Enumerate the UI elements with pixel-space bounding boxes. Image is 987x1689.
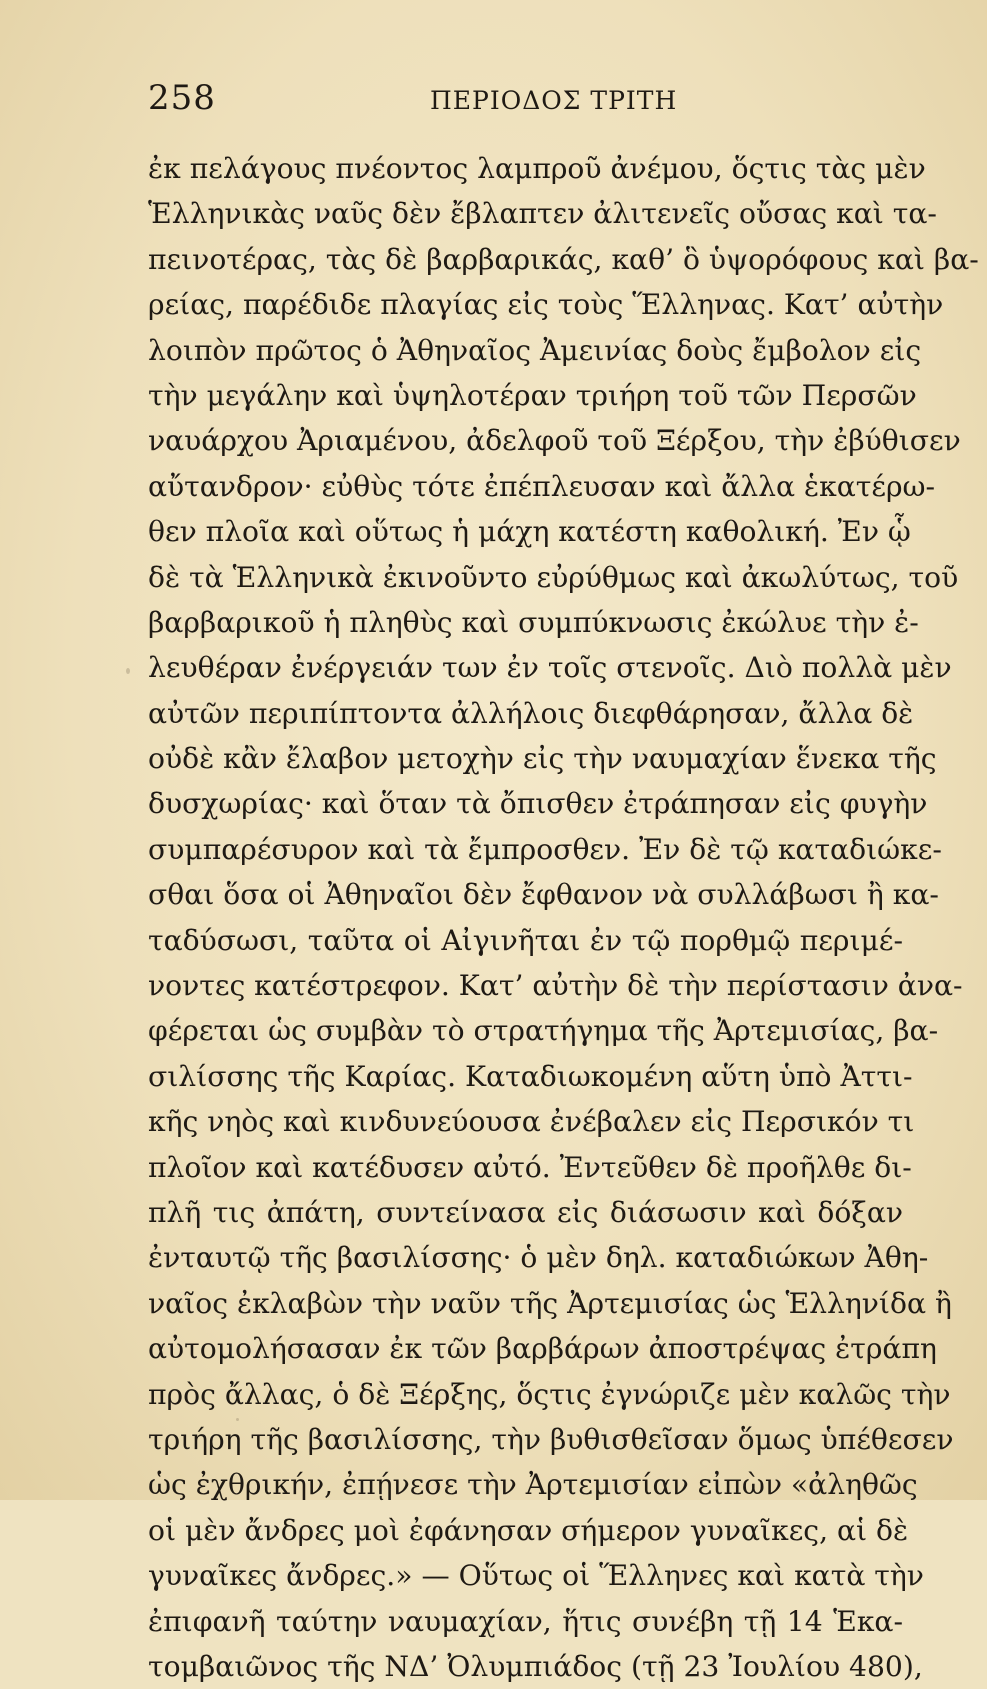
text-line: τριήρη τῆς βασιλίσσης, τὴν βυθισθεῖσαν ὅμως ὑπέθεσεν [148, 1422, 954, 1456]
page-number: 258 [148, 78, 216, 118]
text-line: βαρβαρικοῦ ἡ πληθὺς καὶ συμπύκνωσις ἐκώλυε τὴν ἐ- [148, 605, 919, 639]
text-line: Ἑλληνικὰς ναῦς δὲν ἔβλαπτεν ἀλιτενεῖς οὔσας καὶ τα- [148, 197, 937, 231]
text-line: ναῖος ἐκλαβὼν τὴν ναῦν τῆς Ἀρτεμισίας ὡς Ἑλληνίδα ἢ [148, 1286, 952, 1320]
text-line: γυναῖκες ἄνδρες.» — Οὕτως οἱ Ἕλληνες καὶ κατὰ τὴν [148, 1559, 924, 1593]
text-line: δυσχωρίας· καὶ ὅταν τὰ ὄπισθεν ἐτράπησαν εἰς φυγὴν [148, 787, 928, 821]
text-line: θεν πλοῖα καὶ οὕτως ἡ μάχη κατέστη καθολική. Ἐν ᾧ [148, 515, 911, 549]
paper-speck [126, 668, 130, 674]
text-line: ταδύσωσι, ταῦτα οἱ Αἰγινῆται ἐν τῷ πορθμῷ περιμέ- [148, 923, 903, 957]
text-line: οἱ μὲν ἄνδρες μοὶ ἐφάνησαν σήμερον γυναῖκες, αἱ δὲ [148, 1513, 909, 1547]
text-line: πρὸς ἄλλας, ὁ δὲ Ξέρξης, ὅςτις ἐγνώριζε μὲν καλῶς τὴν [148, 1377, 951, 1411]
text-line: αὔτανδρον· εὐθὺς τότε ἐπέπλευσαν καὶ ἄλλα ἑκατέρω- [148, 469, 936, 503]
text-line: τὴν μεγάλην καὶ ὑψηλοτέραν τριήρη τοῦ τῶν Περσῶν [148, 378, 917, 412]
text-line: λοιπὸν πρῶτος ὁ Ἀθηναῖος Ἀμεινίας δοὺς ἔμβολον εἰς [148, 333, 922, 367]
text-line: φέρεται ὡς συμβὰν τὸ στρατήγημα τῆς Ἀρτεμισίας, βα- [148, 1014, 939, 1048]
running-title: ΠΕΡΙΟΔΟΣ ΤΡΙΤΗ [430, 86, 678, 115]
body-text [148, 146, 979, 1689]
text-line: πλῆ τις ἀπάτη, συντείνασα εἰς διάσωσιν καὶ δόξαν [148, 1195, 903, 1229]
text-line: ἐπιφανῆ ταύτην ναυμαχίαν, ἥτις συνέβη τῇ 14 Ἑκα- [148, 1604, 903, 1638]
text-line: κῆς νηὸς καὶ κινδυνεύουσα ἐνέβαλεν εἰς Περσικόν τι [148, 1105, 915, 1139]
page-header [148, 78, 848, 118]
text-line: οὐδὲ κἂν ἔλαβον μετοχὴν εἰς τὴν ναυμαχίαν ἕνεκα τῆς [148, 742, 937, 776]
paper-speck [236, 1418, 239, 1421]
text-line: τομβαιῶνος τῆς ΝΔ’ Ὀλυμπιάδος (τῇ 23 Ἰουλίου 480), [148, 1649, 923, 1683]
text-line: νοντες κατέστρεφον. Κατ’ αὐτὴν δὲ τὴν περίστασιν ἀνα- [148, 969, 963, 1003]
text-line: ἐκ πελάγους πνέοντος λαμπροῦ ἀνέμου, ὅςτις τὰς μὲν [148, 152, 926, 185]
text-line: σθαι ὅσα οἱ Ἀθηναῖοι δὲν ἔφθανον νὰ συλλάβωσι ἢ κα- [148, 878, 939, 912]
text-line: αὐτομολήσασαν ἐκ τῶν βαρβάρων ἀποστρέψας ἐτράπη [148, 1332, 937, 1366]
text-line: ρείας, παρέδιδε πλαγίας εἰς τοὺς Ἕλληνας. Κατ’ αὐτὴν [148, 288, 944, 322]
text-line: πεινοτέρας, τὰς δὲ βαρβαρικάς, καθ’ ὃ ὑψορόφους καὶ βα- [148, 242, 979, 276]
text-line: ναυάρχου Ἀριαμένου, ἀδελφοῦ τοῦ Ξέρξου, τὴν ἐβύθισεν [148, 424, 961, 458]
text-line: συμπαρέσυρον καὶ τὰ ἔμπροσθεν. Ἐν δὲ τῷ καταδιώκε- [148, 832, 942, 866]
text-line: ἐνταυτῷ τῆς βασιλίσσης· ὁ μὲν δηλ. καταδιώκων Ἀθη- [148, 1241, 929, 1275]
text-line: ὡς ἐχθρικήν, ἐπῄνεσε τὴν Ἀρτεμισίαν εἰπὼν «ἀληθῶς [148, 1468, 918, 1502]
text-line: πλοῖον καὶ κατέδυσεν αὐτό. Ἐντεῦθεν δὲ προῆλθε δι- [148, 1150, 912, 1184]
text-line: λευθέραν ἐνέργειάν των ἐν τοῖς στενοῖς. Διὸ πολλὰ μὲν [148, 651, 952, 685]
text-line: αὐτῶν περιπίπτοντα ἀλλήλοις διεφθάρησαν, ἄλλα δὲ [148, 696, 914, 730]
text-line: δὲ τὰ Ἑλληνικὰ ἐκινοῦντο εὐρύθμως καὶ ἀκωλύτως, τοῦ [148, 560, 959, 594]
text-line: σιλίσσης τῆς Καρίας. Καταδιωκομένη αὕτη ὑπὸ Ἀττι- [148, 1059, 913, 1093]
